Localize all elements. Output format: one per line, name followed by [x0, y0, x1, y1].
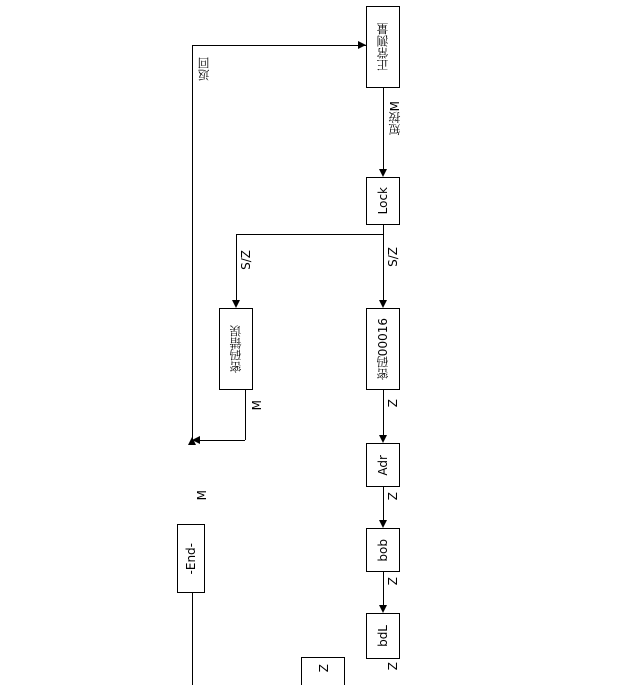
edge-bottom-to-end [192, 593, 193, 685]
node-lock-label: Lock [376, 187, 390, 215]
edge-lock-branch-arrow [232, 300, 240, 308]
edge-normal-to-lock [383, 88, 384, 169]
node-bob [366, 528, 400, 572]
edge-label-z-bdl: Z [386, 662, 400, 671]
node-password-0001 [366, 308, 400, 390]
edge-label-sz-right: S/Z [386, 247, 400, 267]
edge-password-to-adr-arrow [379, 435, 387, 443]
edge-return-horizontal [192, 45, 366, 46]
edge-return-arrow [358, 41, 366, 49]
edge-label-z-pwd: Z [386, 399, 400, 408]
edge-label-return: 返回 [197, 57, 211, 81]
edge-bob-to-bdl [383, 572, 384, 605]
edge-password-to-adr [383, 390, 384, 435]
edge-lock-to-password-arrow [379, 300, 387, 308]
node-lock [366, 177, 400, 225]
edge-end-to-junction-arrow [188, 437, 196, 445]
edge-adr-to-bob [383, 487, 384, 520]
node-password-error [219, 308, 253, 390]
node-bdl-label: bdL [376, 625, 390, 647]
node-adr-label: Adr [376, 454, 390, 476]
edge-lock-branch-horizontal [236, 234, 383, 235]
edge-label-z-partial: Z [317, 664, 331, 673]
edge-label-sz-left: S/Z [239, 250, 253, 270]
node-password-error-label: 密码错误 [229, 325, 243, 373]
node-bob-label: bob [376, 538, 390, 562]
edge-bob-to-bdl-arrow [379, 605, 387, 613]
edge-label-m-pwderr: M [250, 400, 264, 411]
edge-pwderr-down [245, 390, 246, 440]
edge-label-m-end: M [195, 490, 209, 501]
edge-pwderr-to-junction [196, 440, 245, 441]
edge-lock-branch-vertical [236, 234, 237, 300]
node-end [177, 524, 205, 593]
edge-label-z-adr: Z [386, 492, 400, 501]
node-end-label: -End- [184, 542, 198, 575]
node-adr [366, 443, 400, 487]
edge-adr-to-bob-arrow [379, 520, 387, 528]
node-bdl [366, 613, 400, 659]
edge-lock-to-password [383, 225, 384, 300]
edge-normal-to-lock-arrow [379, 169, 387, 177]
edge-label-z-bob: Z [386, 577, 400, 586]
edge-label-short-m: 短按M [388, 101, 402, 136]
node-normal-measure [366, 6, 400, 88]
edge-return-vertical [192, 45, 193, 441]
node-password-0001-label: 密码00016 [376, 317, 390, 381]
node-normal-measure-label: 正常测量 [376, 23, 390, 71]
